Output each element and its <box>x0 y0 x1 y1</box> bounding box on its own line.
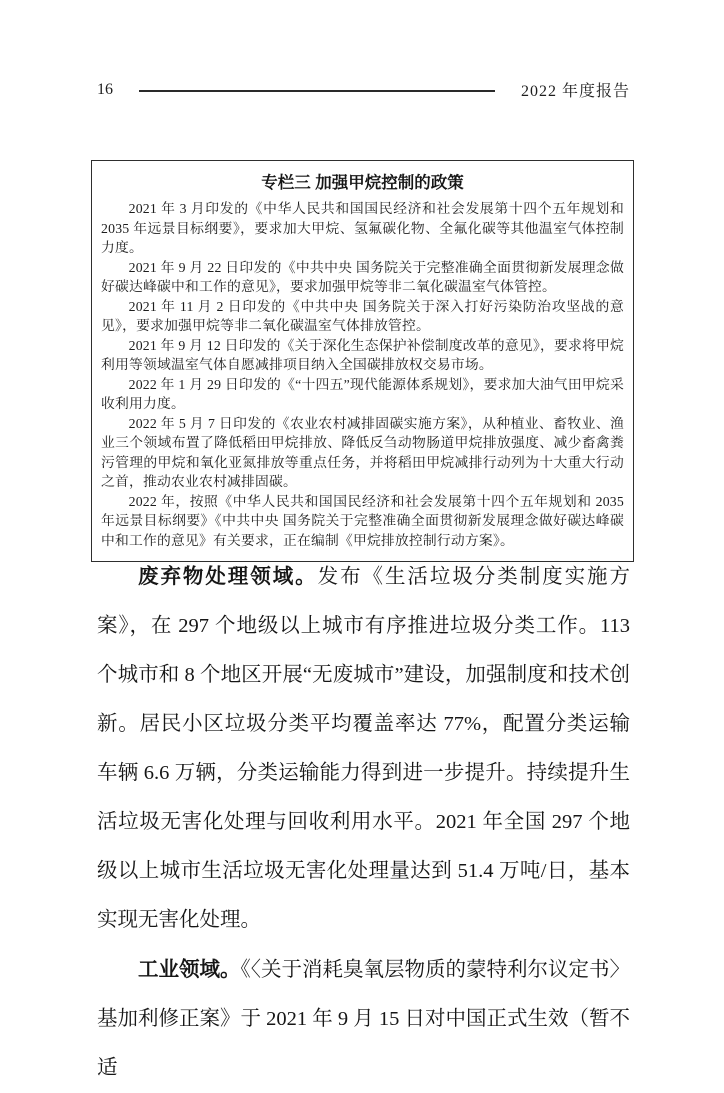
page-number: 16 <box>97 80 113 98</box>
policy-panel <box>91 160 634 562</box>
report-title: 2022 年度报告 <box>520 83 630 100</box>
panel-paragraph: 2021 年 9 月 22 日印发的《中共中央 国务院关于完整准确全面贯彻新发展理念做好碳达峰碳中和工作的意见》，要求加强甲烷等非二氧化碳温室气体管控。 <box>101 259 624 294</box>
page-header <box>97 78 630 101</box>
paragraph-lead: 工业领域。 <box>138 958 241 981</box>
panel-paragraph: 2021 年 9 月 12 日印发的《关于深化生态保护补偿制度改革的意见》，要求将甲烷利用等领域温室气体自愿减排项目纳入全国碳排放权交易市场。 <box>101 337 624 372</box>
panel-paragraph: 2022 年，按照《中华人民共和国国民经济和社会发展第十四个五年规划和 2035 年远景目标纲要》《中共中央 国务院关于完整准确全面贯彻新发展理念做好碳达峰碳中和工作的意见》有关要求，正在编制《甲烷排放控制行动方案》。 <box>101 493 624 548</box>
panel-paragraph: 2021 年 11 月 2 日印发的《中共中央 国务院关于深入打好污染防治攻坚战的意见》，要求加强甲烷等非二氧化碳温室气体排放管控。 <box>101 298 624 333</box>
paragraph-text: 《〈关于消耗臭氧层物质的蒙特利尔议定书〉基加利修正案》于 2021 年 9 月 15 日对中国正式生效（暂不适 <box>97 959 630 1079</box>
header-rule <box>139 90 495 92</box>
body-text <box>97 552 630 1093</box>
body-paragraph <box>97 945 630 1093</box>
panel-paragraph: 2022 年 1 月 29 日印发的《“十四五”现代能源体系规划》，要求加大油气田甲烷采收利用力度。 <box>101 376 624 411</box>
paragraph-text: 发布《生活垃圾分类制度实施方案》，在 297 个地级以上城市有序推进垃圾分类工作。113 个城市和 8 个地区开展“无废城市”建设，加强制度和技术创新。居民小区垃圾分类平均覆盖率达 77%，配置分类运输车辆 6.6 万辆，分类运输能力得到进一步提升。持续提升生活垃圾无害化处理与回收利用水平。2021 年全国 297 个地级以上城市生活垃圾无害化处理量达到 51.4 万吨/日，基本实现无害化处理。 <box>97 566 631 931</box>
policy-panel-title: 专栏三 加强甲烷控制的政策 <box>261 174 464 192</box>
body-paragraph <box>97 552 630 945</box>
panel-paragraph: 2021 年 3 月印发的《中华人民共和国国民经济和社会发展第十四个五年规划和 2035 年远景目标纲要》，要求加大甲烷、氢氟碳化物、全氟化碳等其他温室气体控制力度。 <box>101 201 624 255</box>
paragraph-lead: 废弃物处理领域。 <box>138 565 318 588</box>
panel-paragraph: 2022 年 5 月 7 日印发的《农业农村减排固碳实施方案》，从种植业、畜牧业、渔业三个领域布置了降低稻田甲烷排放、降低反刍动物肠道甲烷排放强度、减少畜禽粪污管理的甲烷和氧化亚氮排放等重点任务，并将稻田甲烷减排行动列为十大重大行动之首，推动农业农村减排固碳。 <box>101 415 624 489</box>
